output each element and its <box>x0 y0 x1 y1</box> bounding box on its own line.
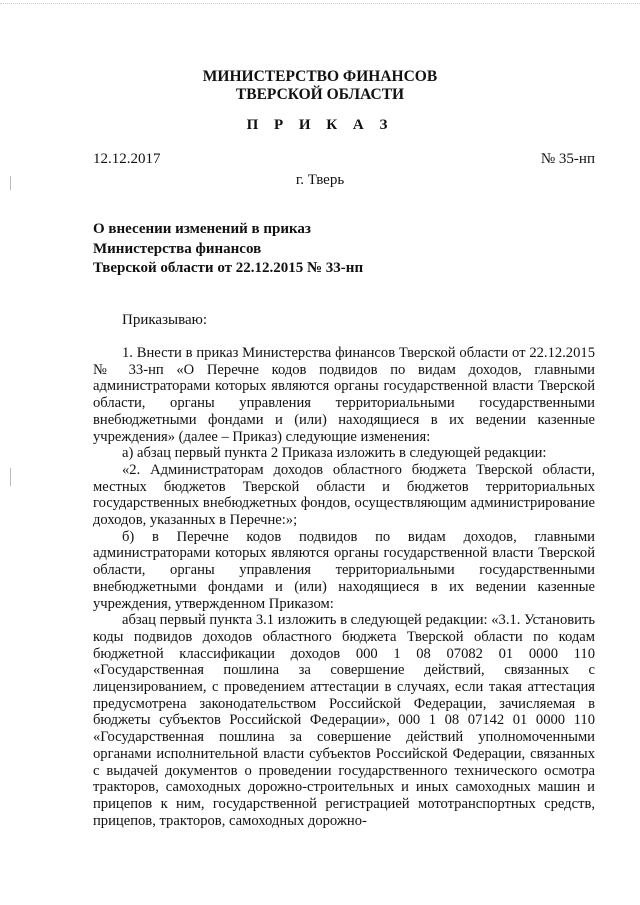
document-subject <box>93 220 363 279</box>
ministry-line-1: МИНИСТЕРСТВО ФИНАНСОВ <box>202 68 438 85</box>
paragraph-1: 1. Внести в приказ Министерства финансов Тверской области от 22.12.2015 № 33-нп «О Перечне кодов подвидов по видам доходов, главными администраторами которых являются органы государственной власти Тверской области, органы управления территориальными государственными внебюджетными фондами и (или) находящиеся в их ведении казенные учреждения» (далее – Приказ) следующие изменения: <box>93 345 595 445</box>
scan-left-mark <box>10 468 11 486</box>
subject-line-1: О внесении изменений в приказ <box>93 221 311 237</box>
paragraph-2: а) абзац первый пункта 2 Приказа изложить в следующей редакции: <box>122 445 547 462</box>
paragraph-5: абзац первый пункта 3.1 изложить в следующей редакции: «3.1. Установить коды подвидов доходов областного бюджета Тверской области по кодам бюджетной классификации доходов 000 1 08 07082 01 0000 110 «Государственная пошлина за совершение действий, связанных с лицензированием, с проведением аттестации в случаях, если такая аттестация предусмотрена законодательством Российской Федерации, зачисляемая в бюджеты субъектов Российской Федерации», 000 1 08 07142 01 0000 110 «Государственная пошлина за совершение действий уполномоченными органами исполнительной власти субъектов Российской Федерации, связанных с выдачей документов о проведении государственного технического осмотра тракторов, самоходных дорожно-строительных и иных самоходных машин и прицепов к ним, государственной регистрацией мототранспортных средств, прицепов, тракторов, самоходных дорожно- <box>93 612 595 829</box>
subject-line-2: Министерства финансов <box>93 240 262 257</box>
document-city: г. Тверь <box>295 172 345 188</box>
document-date: 12.12.2017 <box>93 151 161 167</box>
paragraph-3: «2. Администраторам доходов областного бюджета Тверской области, местных бюджетов Тверской области и бюджетов территориальных государственных внебюджетных фондов, осуществляющим администрирование доходов, указанных в Перечне:»; <box>93 461 595 529</box>
order-word: Приказываю: <box>122 312 207 328</box>
document-number: № 35-нп <box>540 151 595 167</box>
ministry-line-2: ТВЕРСКОЙ ОБЛАСТИ <box>235 86 405 103</box>
document-type: П Р И К А З <box>246 117 394 133</box>
document-body <box>93 345 595 829</box>
paragraph-4: б) в Перечне кодов подвидов по видам доходов, главными администраторами которых являются органы государственной власти Тверской области, органы управления территориальными государственными внебюджетными фондами и (или) находящиеся в их ведении казенные учреждения, утвержденном Приказом: <box>93 528 595 612</box>
scan-top-edge <box>0 3 640 5</box>
ministry-title <box>0 68 640 104</box>
subject-line-3: Тверской области от 22.12.2015 № 33-нп <box>93 260 364 276</box>
